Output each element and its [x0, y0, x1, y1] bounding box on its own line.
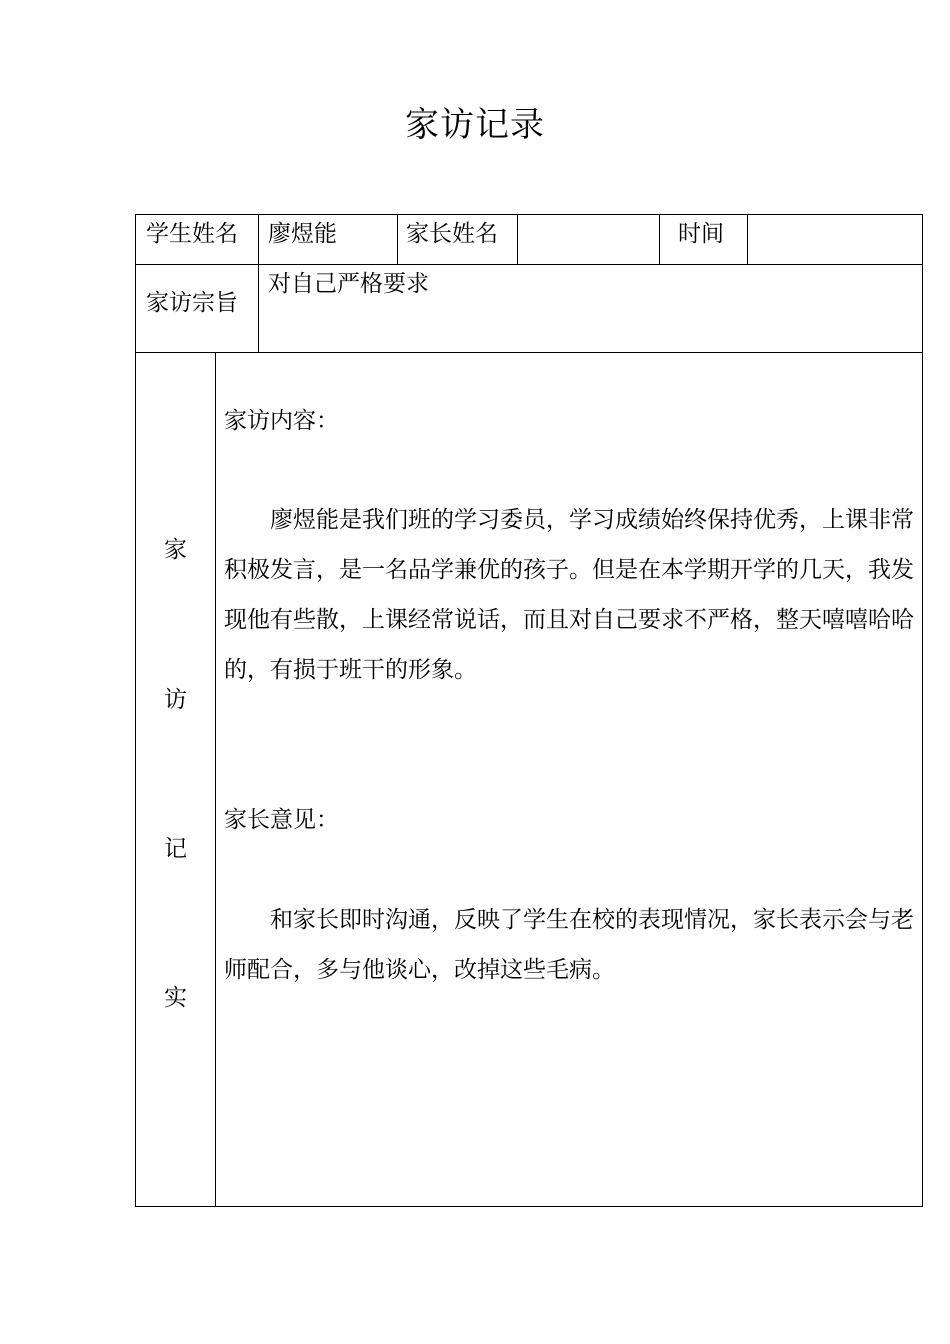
visit-purpose-value: 对自己严格要求	[268, 271, 429, 297]
parent-name-label: 家长姓名	[406, 221, 498, 247]
student-name-value: 廖煜能	[268, 221, 337, 247]
table-top-border	[135, 214, 923, 215]
visit-content-body	[224, 495, 914, 695]
table-right-border	[922, 214, 923, 1207]
record-side-label-char-3: 记	[164, 836, 187, 862]
record-side-label-char-2: 访	[164, 687, 187, 713]
table-bottom-border	[135, 1206, 923, 1207]
record-side-label-char-1: 家	[164, 537, 187, 563]
parent-opinion-text: 和家长即时沟通，反映了学生在校的表现情况，家长表示会与老师配合，多与他谈心，改掉这些毛病。	[224, 907, 914, 983]
page-title: 家访记录	[405, 105, 545, 145]
col-divider-4	[659, 214, 660, 265]
student-name-label: 学生姓名	[146, 221, 238, 247]
record-side-divider	[215, 352, 216, 1207]
col-divider-1	[258, 214, 259, 353]
visit-content-heading: 家访内容：	[224, 408, 339, 434]
visit-purpose-label: 家访宗旨	[146, 290, 238, 316]
visit-content-text: 廖煜能是我们班的学习委员，学习成绩始终保持优秀，上课非常积极发言，是一名品学兼优的孩子。但是在本学期开学的几天，我发现他有些散，上课经常说话，而且对自己要求不严格，整天嘻嘻哈哈的，有损于班干的形象。	[224, 507, 914, 683]
col-divider-3	[517, 214, 518, 265]
record-side-label-char-4: 实	[164, 985, 187, 1011]
parent-opinion-heading: 家长意见：	[224, 807, 339, 833]
row-divider-1	[135, 264, 923, 265]
col-divider-5	[747, 214, 748, 265]
col-divider-2	[397, 214, 398, 265]
parent-opinion-body	[224, 895, 914, 995]
row-divider-2	[135, 352, 923, 353]
time-label: 时间	[678, 221, 724, 247]
